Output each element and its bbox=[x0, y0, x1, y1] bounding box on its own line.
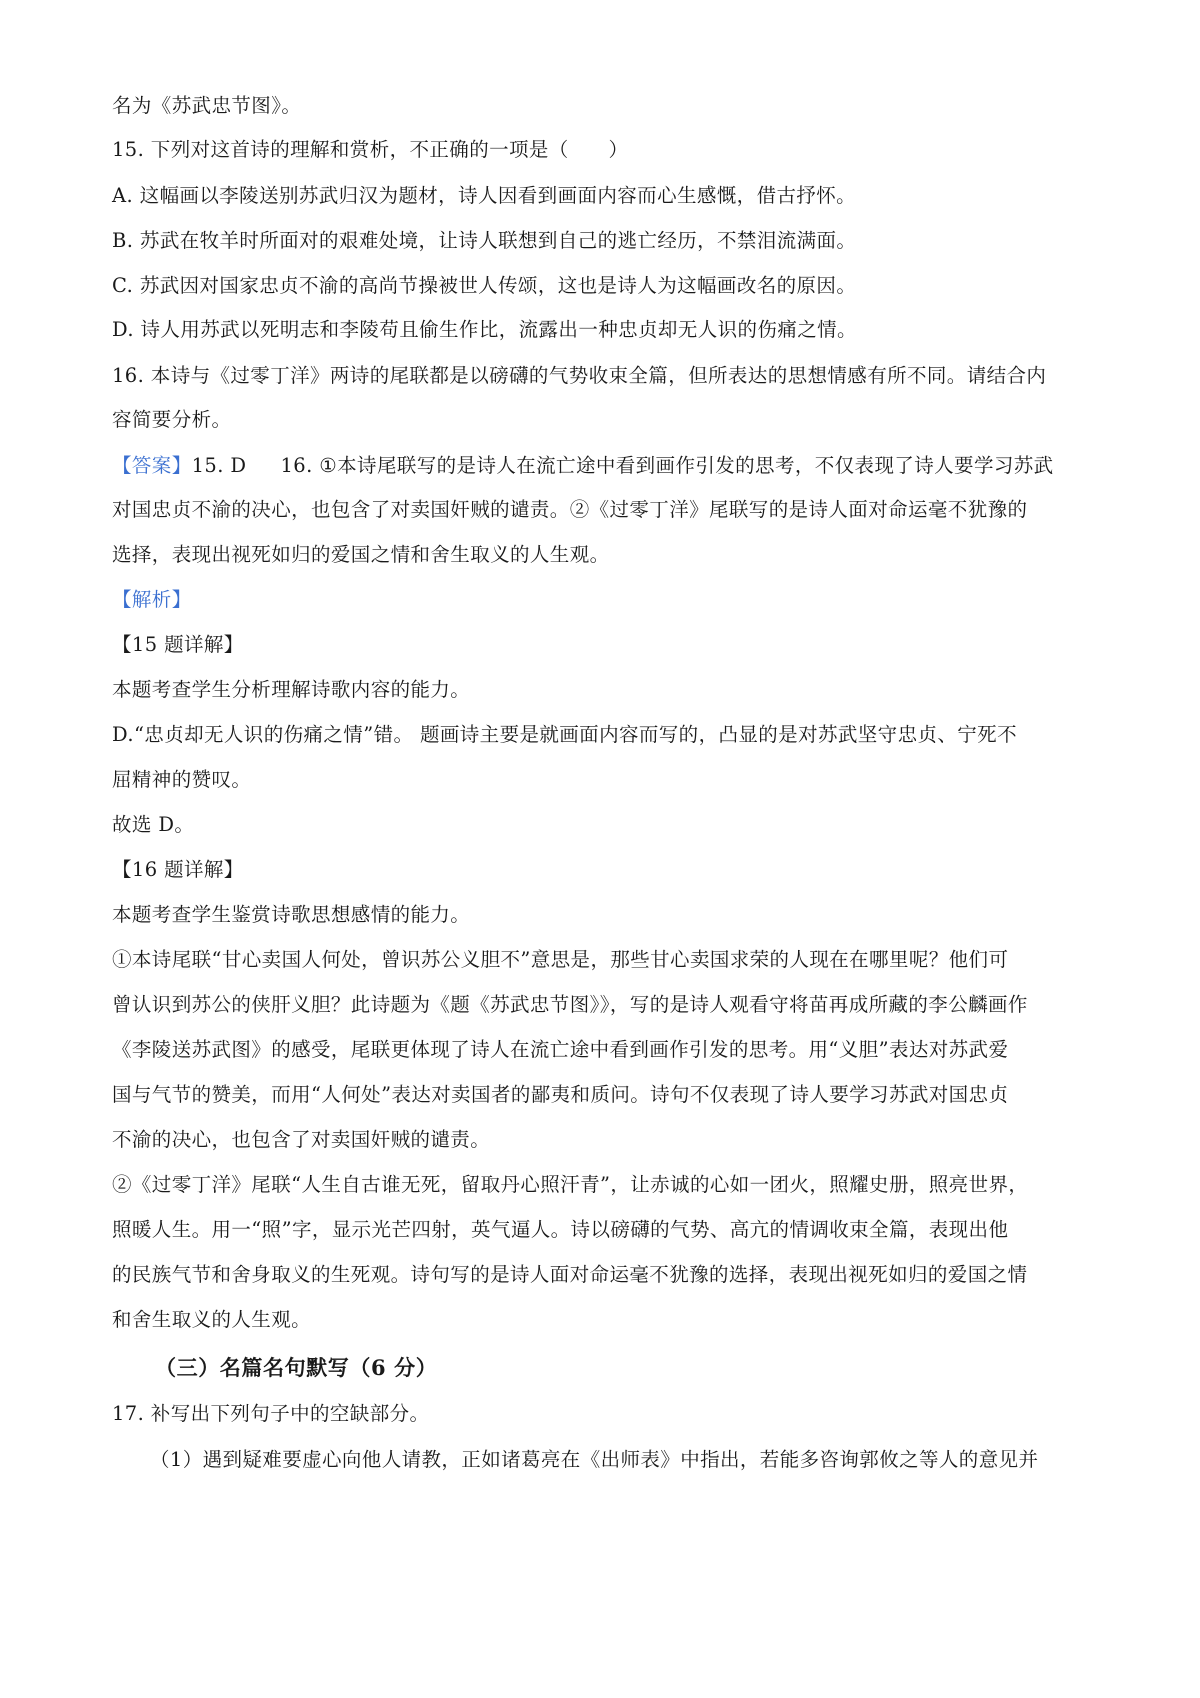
option-b: B. 苏武在牧羊时所面对的艰难处境，让诗人联想到自己的逃亡经历，不禁泪流满面。 bbox=[112, 229, 857, 252]
question-16: 16. 本诗与《过零丁洋》两诗的尾联都是以磅礴的气势收束全篇，但所表达的思想情感有所不同。请结合内 bbox=[112, 364, 1047, 387]
answer-label: 【答案】 bbox=[112, 454, 192, 477]
subheading-16: 【16 题详解】 bbox=[112, 858, 244, 881]
text-line: 故选 D。 bbox=[112, 813, 195, 836]
text-line: 曾认识到苏公的侠肝义胆？此诗题为《题《苏武忠节图》》，写的是诗人观看守将苗再成所藏的李公麟画作 bbox=[112, 993, 1028, 1016]
text-line: 名为《苏武忠节图》。 bbox=[112, 94, 302, 117]
text-line: D.“忠贞却无人识的伤痛之情”错。 题画诗主要是就画面内容而写的，凸显的是对苏武坚守忠贞、宁死不 bbox=[112, 723, 1017, 746]
text-line: 《李陵送苏武图》的感受，尾联更体现了诗人在流亡途中看到画作引发的思考。用“义胆”表达对苏武爱 bbox=[112, 1038, 1009, 1061]
option-a: A. 这幅画以李陵送别苏武归汉为题材，诗人因看到画面内容而心生感慨，借古抒怀。 bbox=[112, 184, 857, 207]
text-line: 本题考查学生分析理解诗歌内容的能力。 bbox=[112, 678, 471, 701]
text-line: 的民族气节和舍身取义的生死观。诗句写的是诗人面对命运毫不犹豫的选择，表现出视死如归的爱国之情 bbox=[112, 1263, 1028, 1286]
analysis-label: 【解析】 bbox=[112, 588, 192, 611]
section-heading: （三）名篇名句默写（6 分） bbox=[155, 1355, 438, 1380]
text-line: 选择，表现出视死如归的爱国之情和舍生取义的人生观。 bbox=[112, 543, 610, 566]
answer-line bbox=[112, 452, 1054, 480]
answer-16: 16. ①本诗尾联写的是诗人在流亡途中看到画作引发的思考，不仅表现了诗人要学习苏武 bbox=[280, 454, 1054, 477]
text-line: ①本诗尾联“甘心卖国人何处，曾识苏公义胆不”意思是，那些甘心卖国求荣的人现在在哪里呢？他们可 bbox=[112, 948, 1009, 971]
text-line: 国与气节的赞美，而用“人何处”表达对卖国者的鄙夷和质问。诗句不仅表现了诗人要学习苏武对国忠贞 bbox=[112, 1083, 1009, 1106]
text-line: 对国忠贞不渝的决心，也包含了对卖国奸贼的谴责。②《过零丁洋》尾联写的是诗人面对命运毫不犹豫的 bbox=[112, 498, 1028, 521]
question-17: 17. 补写出下列句子中的空缺部分。 bbox=[112, 1402, 430, 1425]
answer-15: 15. D bbox=[191, 454, 247, 477]
option-c: C. 苏武因对国家忠贞不渝的高尚节操被世人传颂，这也是诗人为这幅画改名的原因。 bbox=[112, 274, 857, 297]
text-line: 和舍生取义的人生观。 bbox=[112, 1308, 312, 1331]
text-line: ②《过零丁洋》尾联“人生自古谁无死，留取丹心照汗青”，让赤诚的心如一团火，照耀史册，照亮世界， bbox=[112, 1173, 1029, 1196]
subheading-15: 【15 题详解】 bbox=[112, 633, 244, 656]
text-line: 本题考查学生鉴赏诗歌思想感情的能力。 bbox=[112, 903, 471, 926]
text-line: 屈精神的赞叹。 bbox=[112, 768, 252, 791]
text-line: 不渝的决心，也包含了对卖国奸贼的谴责。 bbox=[112, 1128, 491, 1151]
question-15: 15. 下列对这首诗的理解和赏析，不正确的一项是（ ） bbox=[112, 138, 629, 161]
text-line: 照暖人生。用一“照”字，显示光芒四射，英气逼人。诗以磅礴的气势、高亢的情调收束全篇，表现出他 bbox=[112, 1218, 1009, 1241]
text-line: 容简要分析。 bbox=[112, 408, 232, 431]
text-line: （1）遇到疑难要虚心向他人请教，正如诸葛亮在《出师表》中指出，若能多咨询郭攸之等人的意见并 bbox=[150, 1448, 1039, 1471]
option-d: D. 诗人用苏武以死明志和李陵苟且偷生作比，流露出一种忠贞却无人识的伤痛之情。 bbox=[112, 318, 857, 341]
